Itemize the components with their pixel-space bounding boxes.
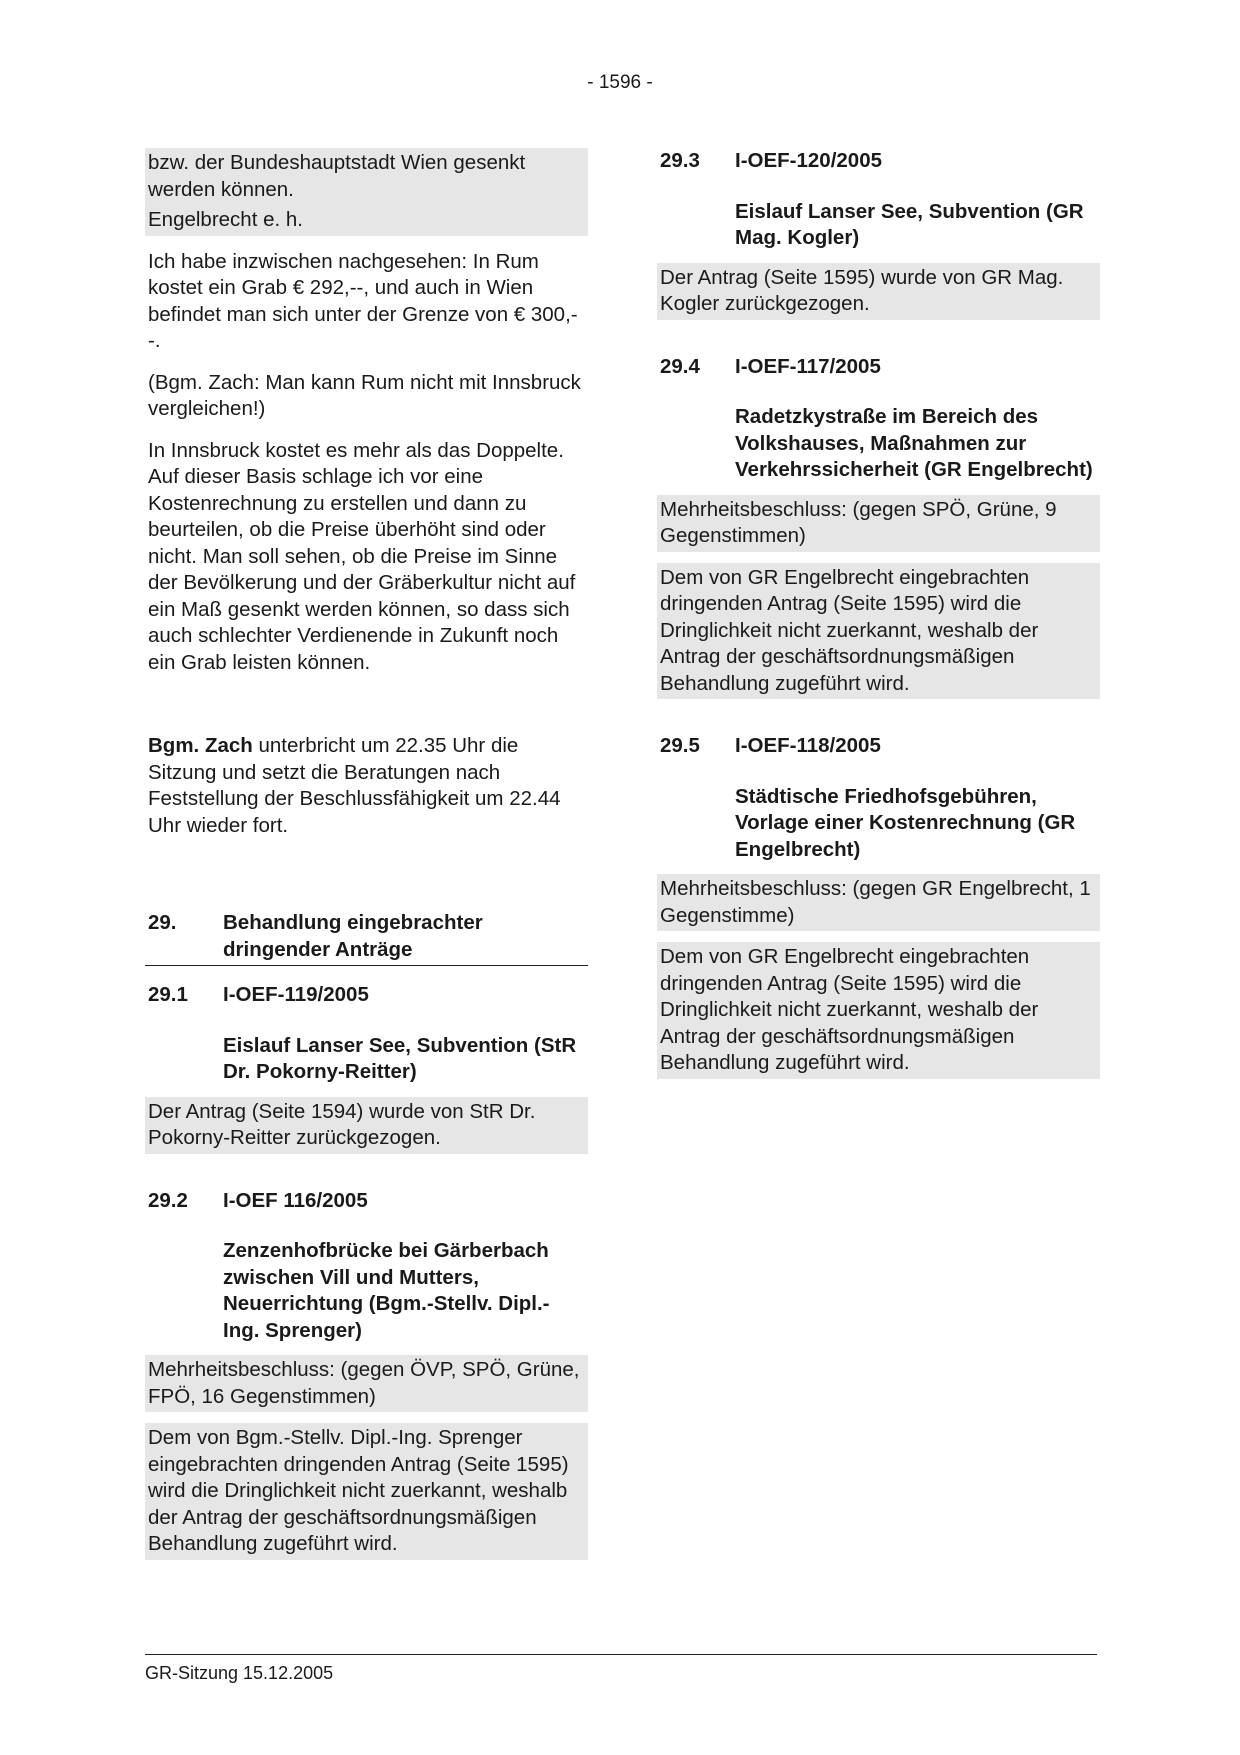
section-subtitle: Radetzkystraße im Bereich des Volkshauses, Maßnahmen zur Verkehrssicherheit (GR Engelbrecht) (735, 405, 1093, 481)
paragraph: Dem von GR Engelbrecht eingebrachten dringenden Antrag (Seite 1595) wird die Dringlichkeit nicht zuerkannt, weshalb der Antrag der geschäftsordnungsmäßigen Behandlung zugeführt wird. (657, 563, 1100, 700)
section-code: I-OEF 116/2005 (223, 1188, 368, 1212)
section-heading-29-1 (145, 982, 588, 1009)
paragraph (145, 731, 588, 841)
section-heading-29-4 (657, 354, 1100, 381)
paragraph: bzw. der Bundeshauptstadt Wien gesenkt werden können. (145, 148, 588, 205)
paragraph: Ich habe inzwischen nachgesehen: In Rum kostet ein Grab € 292,--, und auch in Wien befindet man sich unter der Grenze von € 300,--. (148, 249, 578, 352)
right-column (657, 148, 1100, 1079)
section-number: 29.2 (148, 1188, 188, 1212)
section-subtitle: Zenzenhofbrücke bei Gärberbach zwischen Vill und Mutters, Neuerrichtung (Bgm.-Stellv. Dipl.-Ing. Sprenger) (223, 1239, 550, 1342)
resolution: Mehrheitsbeschluss: (gegen ÖVP, SPÖ, Grüne, FPÖ, 16 Gegenstimmen) (145, 1355, 588, 1412)
section-number: 29.5 (660, 734, 700, 757)
section-title: Behandlung eingebrachter dringender Anträge (223, 911, 483, 961)
paragraph: Dem von GR Engelbrecht eingebrachten dringenden Antrag (Seite 1595) wird die Dringlichkeit nicht zuerkannt, weshalb der Antrag der geschäftsordnungsmäßigen Behandlung zugeführt wird. (657, 942, 1100, 1079)
section-number: 29.4 (660, 354, 700, 378)
section-code: I-OEF-120/2005 (735, 149, 882, 172)
section-code: I-OEF-117/2005 (735, 354, 881, 378)
section-subtitle: Eislauf Lanser See, Subvention (GR Mag. Kogler) (735, 199, 1084, 249)
section-code: I-OEF-119/2005 (223, 983, 369, 1006)
section-subtitle: Städtische Friedhofsgebühren, Vorlage einer Kostenrechnung (GR Engelbrecht) (735, 784, 1076, 861)
paragraph-text: unterbricht um 22.35 Uhr die Sitzung und setzt die Beratungen nach Feststellung der Beschlussfähigkeit um 22.44 Uhr wieder fort. (148, 734, 561, 837)
section-subtitle: Eislauf Lanser See, Subvention (StR Dr. Pokorny-Reitter) (223, 1033, 577, 1083)
paragraph: Der Antrag (Seite 1594) wurde von StR Dr. Pokorny-Reitter zurückgezogen. (145, 1097, 588, 1154)
paragraph: In Innsbruck kostet es mehr als das Doppelte. Auf dieser Basis schlage ich vor eine Kostenrechnung zu erstellen und dann zu beurteilen, ob die Preise überhöht sind oder nicht. Man soll sehen, ob die Preise im Sinne der Bevölkerung und der Gräberkultur nicht auf ein Maß gesenkt werden können, so dass sich auch schlechter Verdienende in Zukunft noch ein Grab leisten können. (148, 438, 576, 674)
page-footer: GR-Sitzung 15.12.2005 (145, 1654, 1097, 1684)
section-heading-29-5 (657, 733, 1100, 760)
section-heading-29-3 (657, 148, 1100, 175)
section-code: I-OEF-118/2005 (735, 734, 881, 757)
section-number: 29.3 (660, 149, 700, 172)
page-number: - 1596 - (587, 72, 653, 93)
paragraph: Der Antrag (Seite 1595) wurde von GR Mag. Kogler zurückgezogen. (657, 263, 1100, 320)
section-heading-29-2 (145, 1188, 588, 1215)
resolution: Mehrheitsbeschluss: (gegen GR Engelbrecht, 1 Gegenstimme) (657, 874, 1100, 931)
interjection: (Bgm. Zach: Man kann Rum nicht mit Innsbruck vergleichen!) (148, 370, 581, 420)
speaker-name: Bgm. Zach (148, 734, 253, 757)
paragraph: Dem von Bgm.-Stellv. Dipl.-Ing. Sprenger eingebrachten dringenden Antrag (Seite 1595) wird die Dringlichkeit nicht zuerkannt, weshalb der Antrag der geschäftsordnungsmäßigen Behandlung zugeführt wird. (145, 1423, 588, 1560)
section-heading-29 (145, 910, 588, 966)
resolution: Mehrheitsbeschluss: (gegen SPÖ, Grüne, 9 Gegenstimmen) (657, 495, 1100, 552)
signature-line: Engelbrecht e. h. (145, 205, 588, 236)
section-number: 29. (148, 911, 177, 934)
section-number: 29.1 (148, 983, 188, 1006)
left-column (145, 148, 588, 1560)
